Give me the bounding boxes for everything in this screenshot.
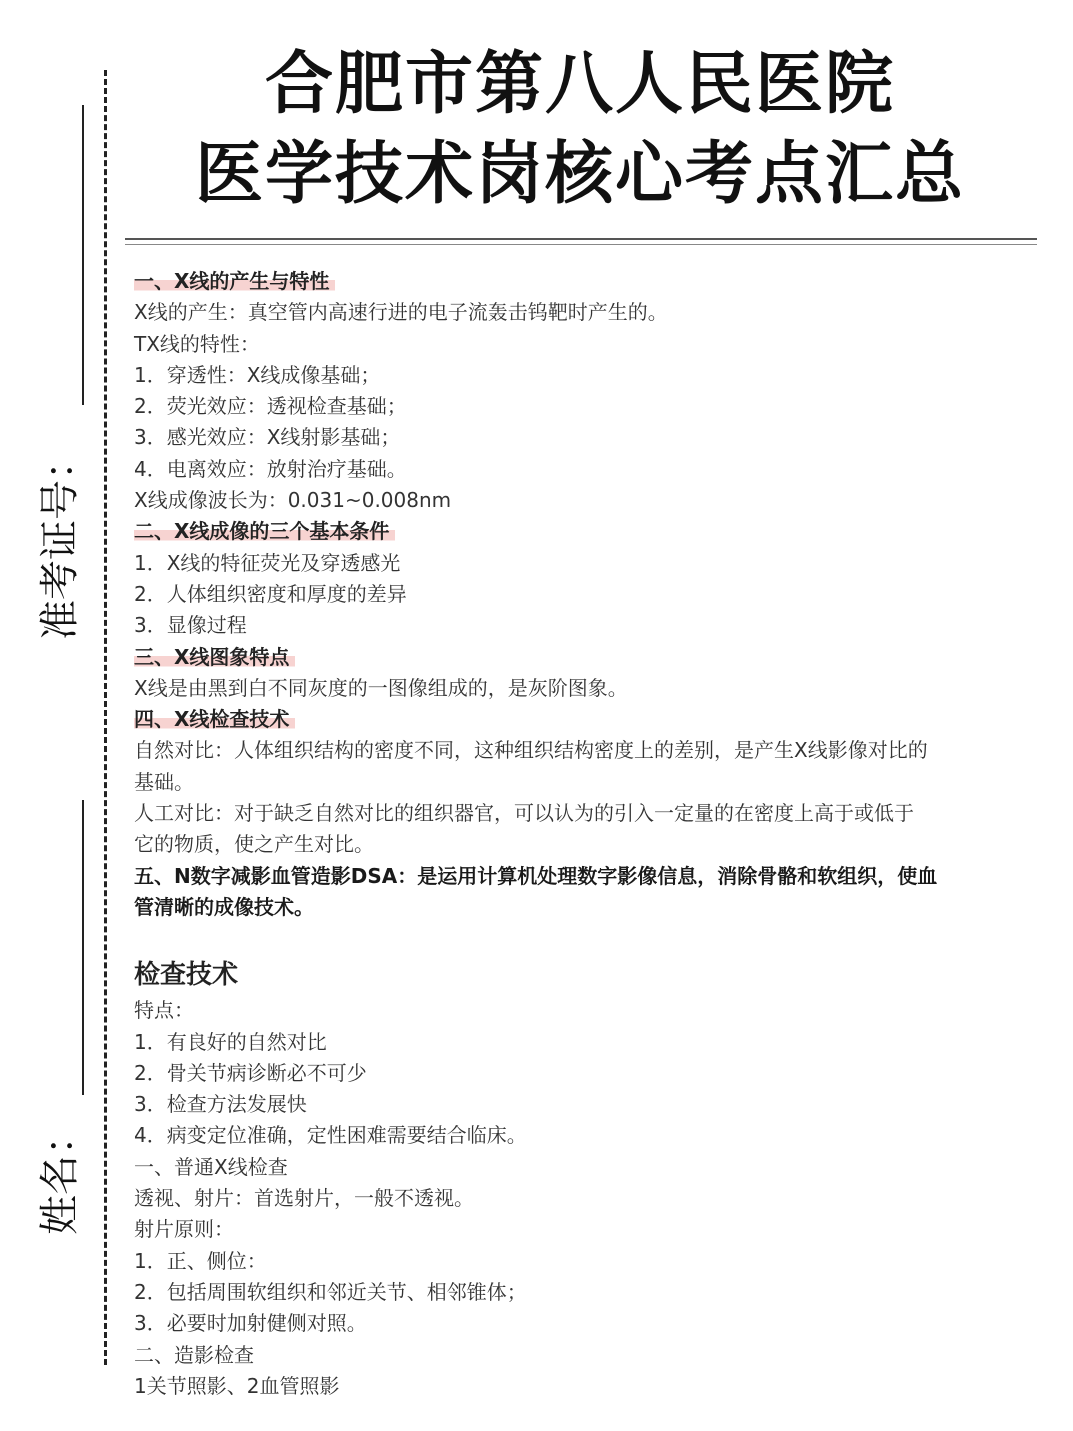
text-line-bold: 管清晰的成像技术。: [134, 894, 314, 919]
text-line: 1关节照影、2血管照影: [134, 1373, 340, 1398]
text-line: 人工对比：对于缺乏自然对比的组织器官，可以认为的引入一定量的在密度上高于或低于: [134, 801, 914, 826]
list-item: 3．显像过程: [134, 613, 247, 638]
text-line: TX线的特性：: [134, 331, 260, 356]
text-line-bold: 五、N数字减影血管造影DSA：是运用计算机处理数字影像信息，消除骨骼和软组织，使血: [134, 863, 938, 888]
heading-highlight: 二、X线成像的三个基本条件: [134, 519, 395, 543]
list-item: 2．骨关节病诊断必不可少: [134, 1060, 367, 1085]
text-line: X线是由黑到白不同灰度的一图像组成的，是灰阶图象。: [134, 675, 628, 700]
list-item: 1．穿透性：X线成像基础；: [134, 362, 381, 387]
text-line: 一、普通X线检查: [134, 1154, 288, 1179]
title-line-1: 合肥市第八人民医院: [264, 45, 895, 124]
list-item: 3．感光效应：X线射影基础；: [134, 425, 401, 450]
list-item: 4．病变定位准确，定性困难需要结合临床。: [134, 1123, 527, 1148]
title-divider-thick: [125, 238, 1037, 240]
section-title: 检查技术: [134, 960, 239, 991]
section-heading: [134, 516, 1034, 547]
list-item: 2．荧光效应：透视检查基础；: [134, 394, 407, 419]
title-line-2: 医学技术岗核心考点汇总: [194, 135, 965, 214]
binding-dashed-line: [104, 70, 107, 1365]
section-heading: [134, 642, 1034, 673]
text-line: X线成像波长为：0.031~0.008nm: [134, 488, 452, 513]
list-item: 3．检查方法发展快: [134, 1092, 307, 1117]
section-heading: [134, 266, 1034, 297]
section-gap: [134, 923, 1034, 955]
name-write-line: [82, 800, 84, 1095]
text-line: 它的物质，使之产生对比。: [134, 832, 374, 857]
document-body: [134, 266, 1034, 1402]
list-item: 1．X线的特征荧光及穿透感光: [134, 550, 401, 575]
text-line: 基础。: [134, 769, 194, 794]
text-line: 射片原则：: [134, 1217, 234, 1242]
heading-highlight: 四、X线检查技术: [134, 707, 295, 731]
list-item: 2．人体组织密度和厚度的差异: [134, 581, 407, 606]
text-line: 特点：: [134, 998, 194, 1023]
heading-highlight: 一、X线的产生与特性: [134, 269, 335, 293]
text-line: 自然对比：人体组织结构的密度不同，这种组织结构密度上的差别，是产生X线影像对比的: [134, 738, 928, 763]
list-item: 2．包括周围软组织和邻近关节、相邻锥体；: [134, 1279, 527, 1304]
text-line: X线的产生：真空管内高速行进的电子流轰击钨靶时产生的。: [134, 300, 668, 325]
list-item: 1．正、侧位：: [134, 1248, 267, 1273]
text-line: 透视、射片：首选射片，一般不透视。: [134, 1186, 474, 1211]
list-item: 4．电离效应：放射治疗基础。: [134, 456, 407, 481]
exam-id-label: 准考证号：: [37, 440, 83, 640]
section-heading: [134, 704, 1034, 735]
list-item: 1．有良好的自然对比: [134, 1029, 327, 1054]
document-title: [120, 40, 1040, 220]
text-line: 二、造影检查: [134, 1342, 254, 1367]
name-label: 姓名：: [37, 1115, 83, 1235]
title-divider-thin: [125, 244, 1037, 245]
list-item: 3．必要时加射健侧对照。: [134, 1311, 367, 1336]
exam-id-write-line: [82, 105, 84, 405]
heading-highlight: 三、X线图象特点: [134, 645, 295, 669]
